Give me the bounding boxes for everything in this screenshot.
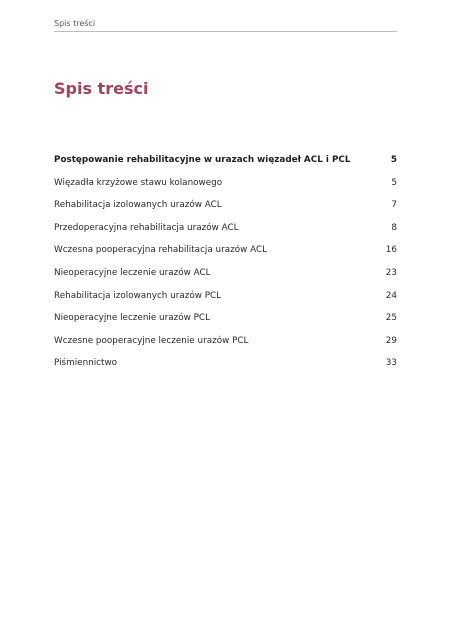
toc-entry-label: Piśmiennictwo [54, 358, 118, 369]
header-divider [54, 31, 397, 32]
page-title: Spis treści [54, 79, 149, 98]
toc-entry-label: Rehabilitacja izolowanych urazów ACL [54, 200, 222, 211]
running-header: Spis treści [54, 19, 96, 28]
toc-entry-label: Więzadła krzyżowe stawu kolanowego [54, 177, 223, 188]
toc-entry-page: 25 [385, 313, 397, 324]
toc-entry[interactable] [54, 196, 397, 219]
toc-entry-label: Rehabilitacja izolowanych urazów PCL [54, 290, 222, 301]
toc-entry[interactable] [54, 219, 397, 242]
toc-entry[interactable] [54, 264, 397, 287]
toc-entry[interactable] [54, 354, 397, 377]
toc-entry-page: 23 [385, 267, 397, 278]
table-of-contents [54, 151, 397, 377]
toc-entry-page: 24 [385, 290, 397, 301]
toc-entry[interactable] [54, 151, 397, 174]
toc-entry-page: 5 [390, 155, 397, 165]
toc-entry[interactable] [54, 174, 397, 197]
toc-entry-label: Nieoperacyjne leczenie urazów PCL [54, 313, 210, 324]
toc-entry-label: Nieoperacyjne leczenie urazów ACL [54, 267, 211, 278]
toc-entry-page: 33 [385, 358, 397, 369]
toc-entry[interactable] [54, 287, 397, 310]
toc-entry-label: Wczesna pooperacyjna rehabilitacja urazów ACL [54, 245, 268, 256]
toc-entry[interactable] [54, 241, 397, 264]
toc-entry-label: Wczesne pooperacyjne leczenie urazów PCL [54, 335, 249, 346]
toc-entry-page: 5 [391, 177, 397, 188]
toc-entry-label: Przedoperacyjna rehabilitacja urazów ACL [54, 222, 239, 233]
toc-entry-page: 8 [391, 222, 397, 233]
toc-entry-label: Postępowanie rehabilitacyjne w urazach więzadeł ACL i PCL [54, 155, 351, 165]
toc-entry[interactable] [54, 309, 397, 332]
toc-entry[interactable] [54, 332, 397, 355]
toc-entry-page: 29 [385, 335, 397, 346]
toc-entry-page: 7 [391, 200, 397, 211]
toc-entry-page: 16 [385, 245, 397, 256]
